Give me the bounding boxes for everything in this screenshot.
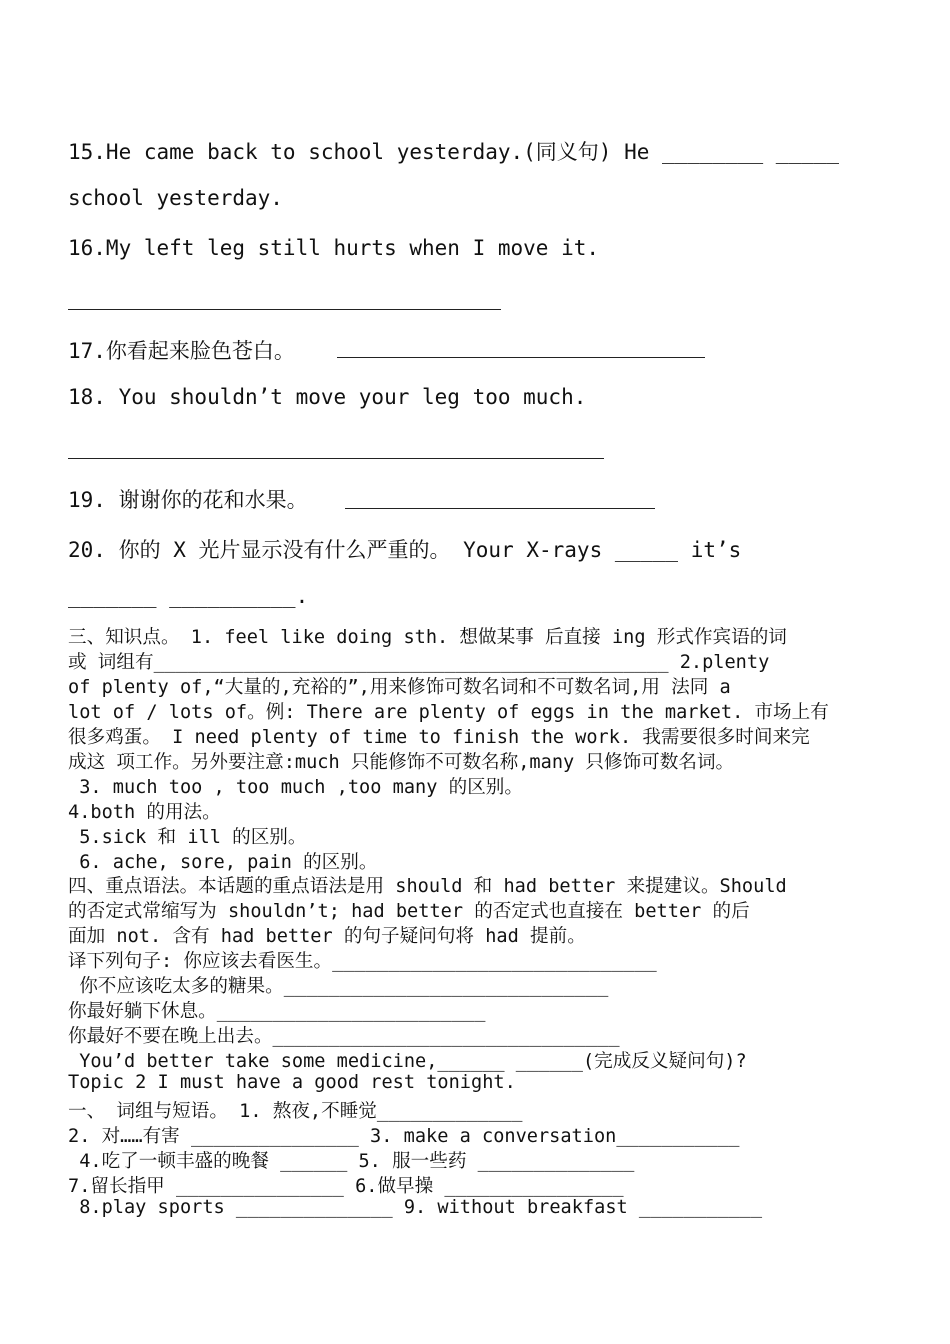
question-15-continued: school yesterday. (68, 186, 283, 210)
translate-item-2: 你不应该吃太多的糖果。_____________________________ (68, 976, 609, 997)
knowledge-points-heading: 三、知识点。 1. feel like doing sth. 想做某事 后直接 ing 形式作宾语的词 (68, 627, 787, 648)
answer-line-19 (345, 508, 655, 509)
knowledge-line-3: of plenty of,“大量的,充裕的”,用来修饰可数名词和不可数名词,用 法同 a (68, 677, 731, 698)
answer-line-18 (68, 458, 604, 459)
grammar-line-2: 的否定式常缩写为 shouldn’t; had better 的否定式也直接在 better 的后 (68, 901, 750, 922)
question-20: 20. 你的 X 光片显示没有什么严重的。 Your X-rays _____ it’s (68, 538, 742, 562)
phrases-row-3: 7.留长指甲 _______________ 6.做早操 ________________ (68, 1176, 624, 1197)
topic-2-title: Topic 2 I must have a good rest tonight. (68, 1072, 516, 1093)
translate-item-3: 你最好躺下休息。________________________ (68, 1001, 486, 1022)
answer-line-17 (337, 357, 705, 358)
question-16: 16.My left leg still hurts when I move it. (68, 236, 600, 260)
knowledge-point-3: 3. much too , too much ,too many 的区别。 (68, 777, 523, 798)
knowledge-line-2: 或 词组有______________________________________________ 2.plenty (68, 652, 770, 673)
translate-item-4: 你最好不要在晚上出去。_______________________________ (68, 1026, 620, 1047)
knowledge-point-5: 5.sick 和 ill 的区别。 (68, 827, 307, 848)
knowledge-line-6: 成这 项工作。另外要注意:much 只能修饰不可数名称,many 只修饰可数名词。 (68, 752, 735, 773)
knowledge-line-4: lot of / lots of。例: There are plenty of eggs in the market. 市场上有 (68, 702, 829, 723)
knowledge-line-5: 很多鸡蛋。 I need plenty of time to finish the work. 我需要很多时间来完 (68, 727, 810, 748)
grammar-heading: 四、重点语法。本话题的重点语法是用 should 和 had better 来提建议。Should (68, 876, 787, 897)
grammar-line-3: 面加 not. 含有 had better 的句子疑问句将 had 提前。 (68, 926, 586, 947)
answer-line-16 (68, 309, 501, 310)
phrases-heading: 一、 词组与短语。 1. 熬夜,不睡觉_____________ (68, 1101, 523, 1122)
knowledge-point-6: 6. ache, sore, pain 的区别。 (68, 852, 378, 873)
phrases-row-1: 2. 对……有害 _______________ 3. make a conversation___________ (68, 1126, 740, 1147)
question-18: 18. You shouldn’t move your leg too much. (68, 385, 587, 409)
question-20-continued: _______ __________. (68, 584, 309, 608)
question-19: 19. 谢谢你的花和水果。 (68, 488, 308, 512)
translate-prompt: 译下列句子: 你应该去看医生。_____________________________ (68, 951, 657, 972)
phrases-row-4: 8.play sports ______________ 9. without breakfast ___________ (68, 1197, 763, 1218)
knowledge-point-4: 4.both 的用法。 (68, 802, 221, 823)
tag-question-item: You’d better take some medicine,______ ______(完成反义疑问句)? (68, 1051, 747, 1072)
question-17: 17.你看起来脸色苍白。 (68, 339, 295, 363)
phrases-row-2: 4.吃了一顿丰盛的晚餐 ______ 5. 服一些药 ______________ (68, 1151, 635, 1172)
question-15: 15.He came back to school yesterday.(同义句) He ________ _____ (68, 140, 840, 164)
